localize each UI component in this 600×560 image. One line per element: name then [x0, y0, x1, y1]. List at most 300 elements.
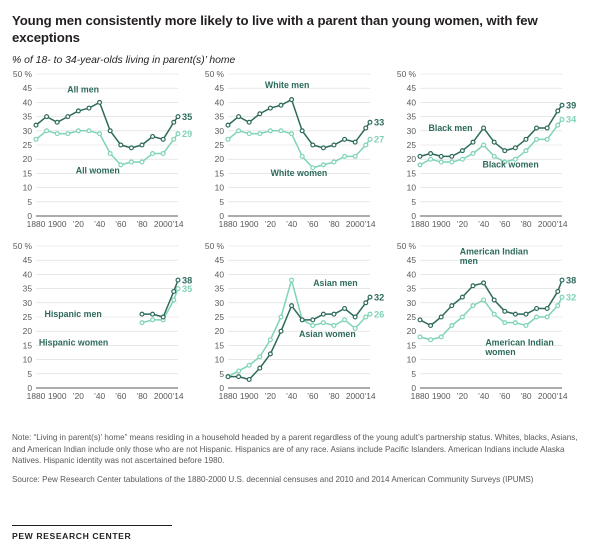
- data-point: [343, 306, 347, 310]
- data-point: [460, 149, 464, 153]
- data-point: [560, 295, 564, 299]
- line-chart-3: [12, 240, 204, 408]
- y-tick-label: 30: [22, 125, 32, 136]
- data-point: [556, 109, 560, 113]
- data-point: [429, 151, 433, 155]
- end-value-label: 32: [374, 292, 385, 303]
- end-value-label: 33: [374, 117, 385, 128]
- y-tick-label: 40: [22, 269, 32, 280]
- data-point: [226, 375, 230, 379]
- data-point: [450, 323, 454, 327]
- data-point: [492, 298, 496, 302]
- y-tick-label: 40: [214, 97, 224, 108]
- data-point: [279, 129, 283, 133]
- x-tick-label: ’14: [172, 390, 184, 401]
- y-tick-label: 0: [219, 210, 224, 221]
- y-tick-label: 50 %: [204, 240, 224, 251]
- data-point: [172, 137, 176, 141]
- y-tick-label: 35: [214, 283, 224, 294]
- y-tick-label: 30: [406, 125, 416, 136]
- data-point: [66, 115, 70, 119]
- data-point: [368, 295, 372, 299]
- x-tick-label: ’20: [72, 218, 84, 229]
- data-point: [492, 140, 496, 144]
- data-point: [482, 298, 486, 302]
- data-point: [471, 140, 475, 144]
- data-point: [176, 278, 180, 282]
- y-tick-label: 25: [406, 139, 416, 150]
- x-tick-label: 1880: [26, 390, 46, 401]
- data-point: [364, 143, 368, 147]
- chart-panel-black: [396, 68, 588, 236]
- series-annotation: American Indian: [459, 246, 529, 257]
- data-point: [268, 106, 272, 110]
- data-point: [535, 315, 539, 319]
- x-tick-label: 1900: [47, 390, 67, 401]
- data-point: [560, 117, 564, 121]
- data-point: [151, 312, 155, 316]
- line-chart-2: [396, 68, 588, 236]
- data-point: [151, 151, 155, 155]
- data-point: [321, 146, 325, 150]
- data-point: [237, 129, 241, 133]
- chart-panel-hispanic: [12, 240, 204, 408]
- x-tick-label: 1900: [47, 218, 67, 229]
- data-point: [368, 120, 372, 124]
- y-tick-label: 20: [214, 154, 224, 165]
- x-tick-label: ’60: [307, 218, 319, 229]
- data-point: [108, 151, 112, 155]
- data-point: [545, 306, 549, 310]
- data-point: [176, 287, 180, 291]
- data-point: [368, 137, 372, 141]
- y-tick-label: 5: [411, 368, 416, 379]
- y-tick-label: 20: [22, 326, 32, 337]
- y-tick-label: 5: [219, 196, 224, 207]
- y-tick-label: 35: [22, 111, 32, 122]
- data-point: [247, 363, 251, 367]
- data-point: [343, 318, 347, 322]
- data-point: [545, 137, 549, 141]
- data-point: [172, 289, 176, 293]
- y-tick-label: 5: [27, 368, 32, 379]
- y-tick-label: 10: [22, 354, 32, 365]
- data-point: [332, 312, 336, 316]
- x-tick-label: ’20: [456, 218, 468, 229]
- x-tick-label: ’60: [115, 390, 127, 401]
- data-point: [98, 132, 102, 136]
- x-tick-label: ’80: [520, 390, 532, 401]
- end-value-label: 35: [182, 111, 193, 122]
- chart-panel-asian: [204, 240, 396, 408]
- data-point: [226, 137, 230, 141]
- data-point: [300, 129, 304, 133]
- x-tick-label: ’14: [364, 390, 376, 401]
- x-tick-label: 2000: [537, 390, 557, 401]
- data-point: [471, 284, 475, 288]
- x-tick-label: 1900: [239, 390, 259, 401]
- x-tick-label: 1880: [218, 390, 238, 401]
- data-point: [492, 312, 496, 316]
- data-point: [439, 315, 443, 319]
- end-value-label: 38: [566, 275, 577, 286]
- y-tick-label: 0: [27, 210, 32, 221]
- data-point: [353, 315, 357, 319]
- data-point: [535, 126, 539, 130]
- series-annotation: Hispanic men: [44, 308, 102, 319]
- data-point: [237, 369, 241, 373]
- data-point: [524, 137, 528, 141]
- data-point: [268, 352, 272, 356]
- y-tick-label: 5: [411, 196, 416, 207]
- chart-grid: [12, 68, 588, 418]
- x-tick-label: ’14: [556, 390, 568, 401]
- data-point: [98, 100, 102, 104]
- y-tick-label: 15: [214, 340, 224, 351]
- data-point: [76, 129, 80, 133]
- data-point: [290, 132, 294, 136]
- y-tick-label: 45: [406, 255, 416, 266]
- series-annotation: Asian women: [299, 328, 356, 339]
- y-tick-label: 50 %: [12, 68, 32, 79]
- x-tick-label: ’60: [499, 218, 511, 229]
- data-point: [353, 140, 357, 144]
- y-tick-label: 25: [214, 139, 224, 150]
- x-tick-label: ’80: [328, 218, 340, 229]
- y-tick-label: 25: [22, 311, 32, 322]
- data-point: [556, 304, 560, 308]
- x-tick-label: ’14: [172, 218, 184, 229]
- x-tick-label: ’40: [285, 218, 298, 229]
- series-annotation: All men: [67, 84, 100, 95]
- data-point: [321, 321, 325, 325]
- y-tick-label: 5: [27, 196, 32, 207]
- end-value-label: 26: [374, 309, 385, 320]
- series-annotation: White men: [264, 80, 310, 91]
- y-tick-label: 20: [406, 326, 416, 337]
- data-point: [176, 132, 180, 136]
- y-tick-label: 45: [406, 83, 416, 94]
- y-tick-label: 50 %: [396, 68, 416, 79]
- data-point: [140, 143, 144, 147]
- data-point: [34, 137, 38, 141]
- data-point: [503, 149, 507, 153]
- org-name: PEW RESEARCH CENTER: [12, 531, 132, 541]
- data-point: [545, 126, 549, 130]
- y-tick-label: 15: [214, 168, 224, 179]
- data-point: [268, 129, 272, 133]
- y-tick-label: 35: [406, 283, 416, 294]
- series-line: [36, 102, 178, 147]
- data-point: [258, 366, 262, 370]
- x-tick-label: 1880: [26, 218, 46, 229]
- x-tick-label: 1900: [239, 218, 259, 229]
- y-tick-label: 25: [406, 311, 416, 322]
- y-tick-label: 45: [22, 83, 32, 94]
- x-tick-label: 1880: [218, 218, 238, 229]
- x-tick-label: 1880: [410, 390, 430, 401]
- page-title: Young men consistently more likely to live with a parent than young women, with few exceptions: [12, 13, 538, 46]
- data-point: [524, 149, 528, 153]
- y-tick-label: 35: [22, 283, 32, 294]
- y-tick-label: 45: [214, 83, 224, 94]
- y-tick-label: 15: [22, 340, 32, 351]
- x-tick-label: ’60: [307, 390, 319, 401]
- y-tick-label: 40: [406, 97, 416, 108]
- data-point: [524, 312, 528, 316]
- data-point: [535, 306, 539, 310]
- y-tick-label: 40: [22, 97, 32, 108]
- data-point: [161, 315, 165, 319]
- data-point: [258, 355, 262, 359]
- series-annotation: Black women: [482, 159, 539, 170]
- data-point: [556, 289, 560, 293]
- line-chart-1: [204, 68, 396, 236]
- data-point: [129, 146, 133, 150]
- data-point: [279, 315, 283, 319]
- data-point: [300, 154, 304, 158]
- line-chart-4: [204, 240, 396, 408]
- y-tick-label: 0: [411, 210, 416, 221]
- line-chart-0: [12, 68, 204, 236]
- data-point: [268, 338, 272, 342]
- x-tick-label: ’14: [556, 218, 568, 229]
- y-tick-label: 35: [214, 111, 224, 122]
- x-tick-label: 2000: [153, 390, 173, 401]
- data-point: [343, 137, 347, 141]
- data-point: [471, 151, 475, 155]
- data-point: [439, 160, 443, 164]
- data-point: [140, 321, 144, 325]
- source-text: Source: Pew Research Center tabulations of the 1880-2000 U.S. decennial censuses and 2010 and 2014 American Community Surveys (IPUMS): [12, 475, 534, 485]
- data-point: [429, 157, 433, 161]
- data-point: [300, 318, 304, 322]
- data-point: [492, 154, 496, 158]
- data-point: [247, 120, 251, 124]
- data-point: [290, 278, 294, 282]
- data-point: [55, 132, 59, 136]
- data-point: [258, 132, 262, 136]
- data-point: [418, 335, 422, 339]
- y-tick-label: 35: [406, 111, 416, 122]
- data-point: [237, 375, 241, 379]
- data-point: [460, 295, 464, 299]
- data-point: [290, 304, 294, 308]
- x-tick-label: 2000: [153, 218, 173, 229]
- data-point: [161, 137, 165, 141]
- y-tick-label: 15: [406, 340, 416, 351]
- x-tick-label: ’80: [328, 390, 340, 401]
- y-tick-label: 40: [406, 269, 416, 280]
- end-value-label: 39: [566, 100, 577, 111]
- y-tick-label: 10: [214, 354, 224, 365]
- y-tick-label: 0: [219, 382, 224, 393]
- data-point: [545, 315, 549, 319]
- data-point: [503, 309, 507, 313]
- notes-block: [12, 432, 588, 493]
- series-line: [228, 131, 370, 168]
- end-value-label: 27: [374, 134, 385, 145]
- y-tick-label: 25: [214, 311, 224, 322]
- data-point: [258, 112, 262, 116]
- data-point: [172, 298, 176, 302]
- data-point: [55, 120, 59, 124]
- x-tick-label: 1900: [431, 390, 451, 401]
- data-point: [279, 329, 283, 333]
- data-point: [364, 126, 368, 130]
- y-tick-label: 20: [214, 326, 224, 337]
- note-text: Note: “Living in parent(s)’ home” means residing in a household headed by a parent regardless of the young adult’s partnership status. Whites, blacks, Asians, and American Indian include only those who are not Hispanic. Hispanics are of any race. Asians include Pacific Islanders. American Indians include Alaska Natives. Hispanic identity was not ascertained before 1980.: [12, 433, 578, 466]
- data-point: [332, 143, 336, 147]
- data-point: [556, 123, 560, 127]
- data-point: [332, 160, 336, 164]
- data-point: [418, 163, 422, 167]
- data-point: [226, 123, 230, 127]
- data-point: [151, 318, 155, 322]
- data-point: [460, 315, 464, 319]
- chart-panel-all: [12, 68, 204, 236]
- x-tick-label: 2000: [345, 218, 365, 229]
- series-annotation: White women: [270, 168, 328, 179]
- x-tick-label: ’40: [93, 218, 106, 229]
- y-tick-label: 20: [22, 154, 32, 165]
- data-point: [513, 146, 517, 150]
- x-tick-label: ’40: [477, 218, 490, 229]
- data-point: [87, 129, 91, 133]
- x-tick-label: ’20: [264, 218, 276, 229]
- data-point: [129, 160, 133, 164]
- data-point: [513, 312, 517, 316]
- y-tick-label: 45: [22, 255, 32, 266]
- data-point: [535, 137, 539, 141]
- y-tick-label: 50 %: [396, 240, 416, 251]
- data-point: [482, 281, 486, 285]
- data-point: [321, 163, 325, 167]
- y-tick-label: 15: [406, 168, 416, 179]
- y-tick-label: 5: [219, 368, 224, 379]
- y-tick-label: 30: [214, 125, 224, 136]
- data-point: [450, 304, 454, 308]
- x-tick-label: ’60: [499, 390, 511, 401]
- x-tick-label: ’80: [136, 390, 148, 401]
- data-point: [119, 143, 123, 147]
- data-point: [353, 154, 357, 158]
- data-point: [290, 98, 294, 102]
- series-annotation: men: [459, 255, 478, 266]
- data-point: [161, 151, 165, 155]
- data-point: [87, 106, 91, 110]
- data-point: [76, 109, 80, 113]
- data-point: [237, 115, 241, 119]
- data-point: [513, 321, 517, 325]
- data-point: [247, 132, 251, 136]
- data-point: [34, 123, 38, 127]
- data-point: [172, 120, 176, 124]
- data-point: [418, 154, 422, 158]
- data-point: [429, 323, 433, 327]
- end-value-label: 34: [566, 114, 577, 125]
- data-point: [560, 278, 564, 282]
- x-tick-label: ’80: [520, 218, 532, 229]
- data-point: [140, 312, 144, 316]
- data-point: [311, 143, 315, 147]
- series-annotation: women: [485, 346, 516, 357]
- data-point: [151, 134, 155, 138]
- data-point: [524, 323, 528, 327]
- y-tick-label: 50 %: [204, 68, 224, 79]
- data-point: [247, 377, 251, 381]
- data-point: [439, 154, 443, 158]
- end-value-label: 38: [182, 275, 193, 286]
- data-point: [321, 312, 325, 316]
- y-tick-label: 30: [22, 297, 32, 308]
- x-tick-label: ’40: [285, 390, 298, 401]
- x-tick-label: ’80: [136, 218, 148, 229]
- x-tick-label: ’60: [115, 218, 127, 229]
- end-value-label: 29: [182, 128, 193, 139]
- data-point: [108, 129, 112, 133]
- data-point: [450, 154, 454, 158]
- data-point: [311, 323, 315, 327]
- x-tick-label: ’40: [477, 390, 490, 401]
- y-tick-label: 40: [214, 269, 224, 280]
- y-tick-label: 45: [214, 255, 224, 266]
- y-tick-label: 30: [214, 297, 224, 308]
- data-point: [140, 160, 144, 164]
- data-point: [450, 160, 454, 164]
- data-point: [560, 103, 564, 107]
- end-value-label: 32: [566, 292, 577, 303]
- x-tick-label: ’20: [72, 390, 84, 401]
- y-tick-label: 25: [22, 139, 32, 150]
- x-tick-label: 2000: [537, 218, 557, 229]
- chart-panel-american-indian: [396, 240, 588, 408]
- data-point: [482, 126, 486, 130]
- end-value-label: 35: [182, 283, 193, 294]
- data-point: [471, 304, 475, 308]
- x-tick-label: ’14: [364, 218, 376, 229]
- series-annotation: Black men: [428, 122, 473, 133]
- data-point: [311, 318, 315, 322]
- y-tick-label: 0: [411, 382, 416, 393]
- x-tick-label: 1900: [431, 218, 451, 229]
- data-point: [176, 115, 180, 119]
- y-tick-label: 15: [22, 168, 32, 179]
- x-tick-label: ’20: [264, 390, 276, 401]
- y-tick-label: 10: [406, 182, 416, 193]
- series-annotation: Hispanic women: [38, 337, 109, 348]
- x-tick-label: ’40: [93, 390, 106, 401]
- data-point: [482, 143, 486, 147]
- y-tick-label: 30: [406, 297, 416, 308]
- y-tick-label: 20: [406, 154, 416, 165]
- data-point: [364, 315, 368, 319]
- data-point: [439, 335, 443, 339]
- data-point: [368, 312, 372, 316]
- x-tick-label: ’20: [456, 390, 468, 401]
- data-point: [343, 154, 347, 158]
- y-tick-label: 10: [406, 354, 416, 365]
- data-point: [45, 129, 49, 133]
- page-subtitle: % of 18- to 34-year-olds living in parent(s)’ home: [12, 54, 236, 66]
- data-point: [460, 157, 464, 161]
- data-point: [418, 318, 422, 322]
- data-point: [503, 321, 507, 325]
- y-tick-label: 0: [27, 382, 32, 393]
- data-point: [45, 115, 49, 119]
- line-chart-5: [396, 240, 588, 408]
- data-point: [332, 323, 336, 327]
